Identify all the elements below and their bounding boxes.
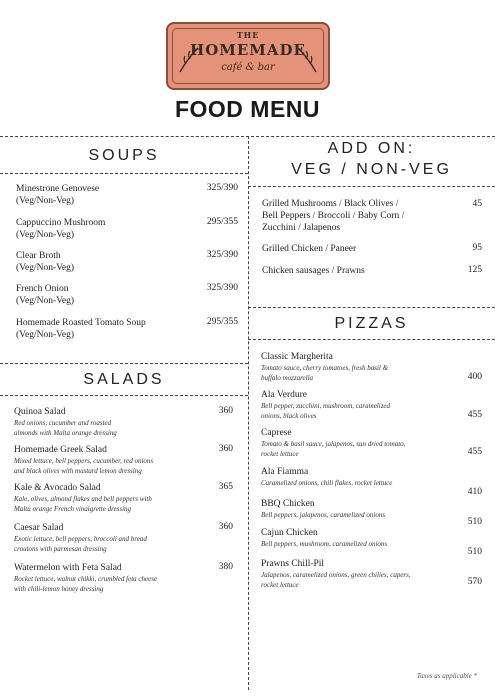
salad-price: 360 — [218, 406, 233, 416]
soup-name: French Onion — [16, 284, 69, 294]
salad-item — [14, 562, 157, 594]
logo-the: THE — [236, 30, 260, 40]
soup-item — [16, 250, 74, 274]
salad-desc: Malta orange French vinaigrette dressing — [14, 505, 132, 513]
divider-salads-bottom — [0, 395, 248, 396]
pizza-name: Classic Margherita — [261, 352, 333, 362]
pizza-item — [261, 527, 387, 549]
addon-price: 95 — [472, 243, 482, 253]
soup-sub: (Veg/Non-Veg) — [16, 263, 75, 273]
addon-line: Grilled Chicken / Paneer — [262, 244, 357, 254]
pizza-desc: onions, black olives — [261, 412, 317, 420]
soup-name: Cappuccino Mushroom — [16, 218, 106, 228]
pizza-item — [261, 466, 392, 488]
logo-tagline: café & bar — [221, 62, 275, 73]
salads-heading: SALADS — [83, 371, 165, 388]
addon-line: Zucchini / Jalapenos — [262, 223, 341, 233]
pizza-desc: Bell pepper, zucchini, mushroom, caramelized — [261, 402, 391, 410]
divider-vertical — [248, 136, 249, 690]
pizza-desc: Jalapenos, caramelized onions, green chilies, capers, — [261, 571, 411, 579]
pizza-desc: buffalo mozzarella — [261, 374, 314, 382]
addon-subheading: VEG / NON-VEG — [291, 161, 452, 178]
pizza-name: Ala Verdure — [261, 390, 307, 400]
pizza-name: BBQ Chicken — [261, 499, 315, 509]
soup-item — [16, 283, 74, 307]
salad-name: Caesar Salad — [14, 523, 64, 533]
addon-item — [262, 265, 365, 277]
soup-price: 295/355 — [206, 317, 238, 327]
pizza-item — [261, 558, 411, 590]
addon-line: Chicken sausages / Prawns — [262, 266, 365, 276]
pizzas-heading: PIZZAS — [334, 315, 409, 332]
pizza-price: 410 — [467, 487, 482, 497]
salad-item — [14, 522, 147, 554]
salad-price: 360 — [218, 522, 233, 532]
soups-heading: SOUPS — [88, 147, 160, 164]
salad-item — [14, 406, 117, 438]
pizza-item — [261, 427, 405, 459]
addon-line: Grilled Mushrooms / Black Olives / — [262, 199, 399, 209]
pizza-desc: rocket lettuce — [261, 450, 299, 458]
salad-desc: Red onions, cucumber and roasted — [14, 419, 112, 427]
pizza-desc: Tomato & basil sauce, jalapenos, sun dried tomato, — [261, 440, 406, 448]
divider-pizzas-top — [248, 307, 495, 308]
pizza-item — [261, 498, 385, 520]
pizza-desc: Bell peppers, mushroom, caramelized onions — [261, 540, 388, 548]
salad-price: 360 — [218, 444, 233, 454]
salad-price: 380 — [218, 562, 233, 572]
salad-desc: Kale, olives, almond flakes and bell peppers with — [14, 495, 152, 503]
salad-name: Watermelon with Feta Salad — [14, 563, 122, 573]
divider-pizzas-bottom — [248, 339, 495, 340]
pizza-price: 455 — [467, 410, 482, 420]
salad-desc: croutons with parmesan dressing — [14, 545, 107, 553]
soup-price: 325/390 — [206, 283, 238, 293]
pizza-price: 570 — [467, 577, 482, 587]
pizza-price: 510 — [467, 547, 482, 557]
salad-name: Kale & Avocado Salad — [14, 483, 101, 493]
pizza-price: 510 — [467, 517, 482, 527]
addon-price: 45 — [472, 199, 482, 209]
pizza-name: Ala Fiamma — [261, 467, 309, 477]
pizza-item — [261, 389, 390, 421]
salad-desc: Mixed lettuce, bell peppers, cucumber, red onions — [14, 457, 154, 465]
pizza-desc: Caramelized onions, chili flakes, rocket lettuce — [261, 479, 393, 487]
salad-name: Quinoa Salad — [14, 407, 66, 417]
salad-item — [14, 444, 153, 476]
salad-item — [14, 482, 152, 514]
salad-desc: almonds with Malta orange dressing — [14, 429, 117, 437]
salad-desc: with chili-lemon honey dressing — [14, 585, 104, 593]
page-title: FOOD MENU — [174, 96, 321, 122]
soup-sub: (Veg/Non-Veg) — [16, 230, 75, 240]
salad-price: 365 — [218, 482, 233, 492]
soup-price: 325/390 — [206, 183, 238, 193]
pizza-name: Cajun Chicken — [261, 528, 318, 538]
addon-heading: ADD ON: — [327, 140, 416, 157]
soup-name: Homemade Roasted Tomato Soup — [16, 318, 146, 328]
salad-name: Homemade Greek Salad — [14, 445, 107, 455]
salad-desc: Rocket lettuce, walnut chikki, crumbled feta cheese — [14, 575, 158, 583]
addon-item — [262, 198, 404, 234]
soup-item — [16, 317, 146, 341]
addon-item — [262, 243, 356, 255]
soup-item — [16, 183, 99, 207]
soup-name: Minestrone Genovese — [16, 184, 100, 194]
tax-note: Taxes as applicable * — [416, 672, 477, 680]
soup-price: 325/390 — [206, 250, 238, 260]
pizza-price: 400 — [467, 372, 482, 382]
addon-price: 125 — [467, 265, 482, 275]
soup-item — [16, 217, 105, 241]
salad-desc: Exotic lettuce, bell peppers, broccoli and bread — [14, 535, 147, 543]
pizza-name: Prawns Chill-Pil — [261, 559, 325, 569]
cafe-logo — [166, 22, 330, 90]
soup-price: 295/355 — [206, 217, 238, 227]
logo-name: HOMEMADE — [190, 41, 306, 59]
divider-soups-top — [0, 173, 248, 174]
pizza-item — [261, 351, 388, 383]
soup-sub: (Veg/Non-Veg) — [16, 196, 75, 206]
soup-sub: (Veg/Non-Veg) — [16, 330, 75, 340]
pizza-desc: Bell peppers, jalapenos, caramelized onions — [261, 511, 386, 519]
pizza-desc: Tomato sauce, cherry tomatoes, fresh basil & — [261, 364, 389, 372]
pizza-name: Caprese — [261, 428, 292, 438]
addon-line: Bell Peppers / Broccoli / Baby Corn / — [262, 211, 405, 221]
divider-addon-bottom — [248, 186, 495, 187]
salad-desc: and black olives with mustard lemon dressing — [14, 467, 142, 475]
soup-name: Clear Broth — [16, 251, 61, 261]
pizza-price: 455 — [467, 447, 482, 457]
pizza-desc: rocket lettuce — [261, 581, 299, 589]
soup-sub: (Veg/Non-Veg) — [16, 296, 75, 306]
divider-salads-top — [0, 363, 248, 364]
